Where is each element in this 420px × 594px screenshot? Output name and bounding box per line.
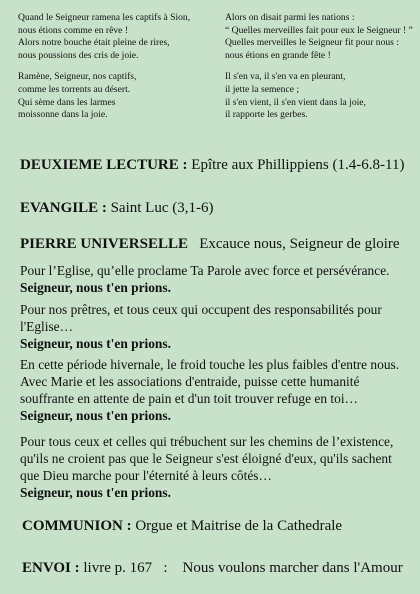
intention-response: Seigneur, nous t'en prions. bbox=[20, 408, 171, 423]
second-reading-text: Epître aux Phillippiens (1.4-6.8-11) bbox=[191, 157, 405, 173]
psalm-left-column bbox=[18, 12, 208, 131]
second-reading-section bbox=[20, 156, 404, 174]
envoi-text: Nous voulons marcher dans l'Amour bbox=[182, 560, 403, 576]
gospel-section bbox=[20, 199, 213, 217]
communion-heading: COMMUNION : bbox=[22, 518, 132, 534]
envoi-heading: ENVOI : bbox=[22, 560, 80, 576]
psalm-line: nous étions en grande fête ! bbox=[225, 49, 331, 61]
envoi-section bbox=[22, 559, 403, 577]
psalm-stanza bbox=[225, 71, 410, 121]
universal-prayer-heading: PIERRE UNIVERSELLE bbox=[20, 236, 188, 252]
prayer-intention bbox=[20, 356, 415, 424]
psalm-line: “ Quelles merveilles fait pour eux le Seigneur ! ” bbox=[225, 24, 413, 36]
psalm-line: il jette la semence ; bbox=[225, 83, 300, 95]
psalm-stanza bbox=[18, 12, 208, 62]
psalm-line: Quand le Seigneur ramena les captifs à Sion, bbox=[18, 12, 191, 23]
psalm-stanza bbox=[18, 71, 208, 121]
envoi-separator: : bbox=[163, 560, 168, 576]
intention-line: Pour tous ceux et celles qui trébuchent sur les chemins de l’existence, bbox=[20, 434, 394, 449]
communion-text: Orgue et Maitrise de la Cathedrale bbox=[135, 518, 343, 534]
prayer-intention bbox=[20, 262, 415, 296]
psalm-line: nous étions comme en rêve ! bbox=[18, 24, 129, 36]
intention-response: Seigneur, nous t'en prions. bbox=[20, 280, 171, 295]
intention-response: Seigneur, nous t'en prions. bbox=[20, 485, 171, 500]
intention-line: En cette période hivernale, le froid touche les plus faibles d'entre nous. bbox=[20, 357, 400, 372]
psalm-line: il rapporte les gerbes. bbox=[225, 109, 308, 121]
psalm-text bbox=[18, 12, 413, 131]
psalm-stanza bbox=[225, 12, 413, 62]
psalm-right-column bbox=[225, 12, 413, 131]
prayer-intention bbox=[20, 433, 415, 501]
psalm-line: moissonne dans la joie. bbox=[18, 109, 108, 121]
intention-response: Seigneur, nous t'en prions. bbox=[20, 336, 171, 351]
psalm-line: Ramène, Seigneur, nos captifs, bbox=[18, 71, 137, 83]
gospel-heading: EVANGILE : bbox=[20, 200, 107, 216]
envoi-ref: livre p. 167 bbox=[83, 560, 153, 576]
prayer-intention bbox=[20, 301, 415, 352]
intention-line: que Dieu marche pour l'éternité à leurs côtés… bbox=[20, 468, 272, 483]
gospel-text: Saint Luc (3,1-6) bbox=[110, 200, 214, 216]
psalm-line: Alors notre bouche était pleine de rires, bbox=[18, 37, 170, 49]
psalm-line: il s'en vient, il s'en vient dans la joie, bbox=[225, 96, 366, 108]
psalm-line: nous poussions des cris de joie. bbox=[18, 49, 139, 61]
intention-line: qu'ils ne croient pas que le Seigneur s'est éloigné d'eux, qu'ils sachent bbox=[20, 451, 392, 466]
intention-line: Pour nos prêtres, et tous ceux qui occupent des responsabilités pour bbox=[20, 302, 382, 317]
psalm-line: comme les torrents au désert. bbox=[18, 83, 131, 95]
intention-line: Pour l’Eglise, qu’elle proclame Ta Parole avec force et persévérance. bbox=[20, 263, 390, 278]
communion-section bbox=[22, 517, 342, 535]
intention-line: Avec Marie et les associations d'entraide, puisse cette humanité bbox=[20, 374, 360, 389]
universal-prayer-refrain: Excauce nous, Seigneur de gloire bbox=[199, 236, 400, 252]
psalm-line: Quelles merveilles le Seigneur fit pour nous : bbox=[225, 37, 399, 49]
universal-prayer-section bbox=[20, 235, 400, 253]
intention-line: l'Eglise… bbox=[20, 319, 73, 334]
second-reading-heading: DEUXIEME LECTURE : bbox=[20, 157, 188, 173]
intention-line: souffrante en attente de pain et d'un toit trouver refuge en toi… bbox=[20, 391, 358, 406]
psalm-line: Alors on disait parmi les nations : bbox=[225, 12, 355, 23]
psalm-line: Il s'en va, il s'en va en pleurant, bbox=[225, 71, 346, 83]
psalm-line: Qui sème dans les larmes bbox=[18, 96, 116, 108]
